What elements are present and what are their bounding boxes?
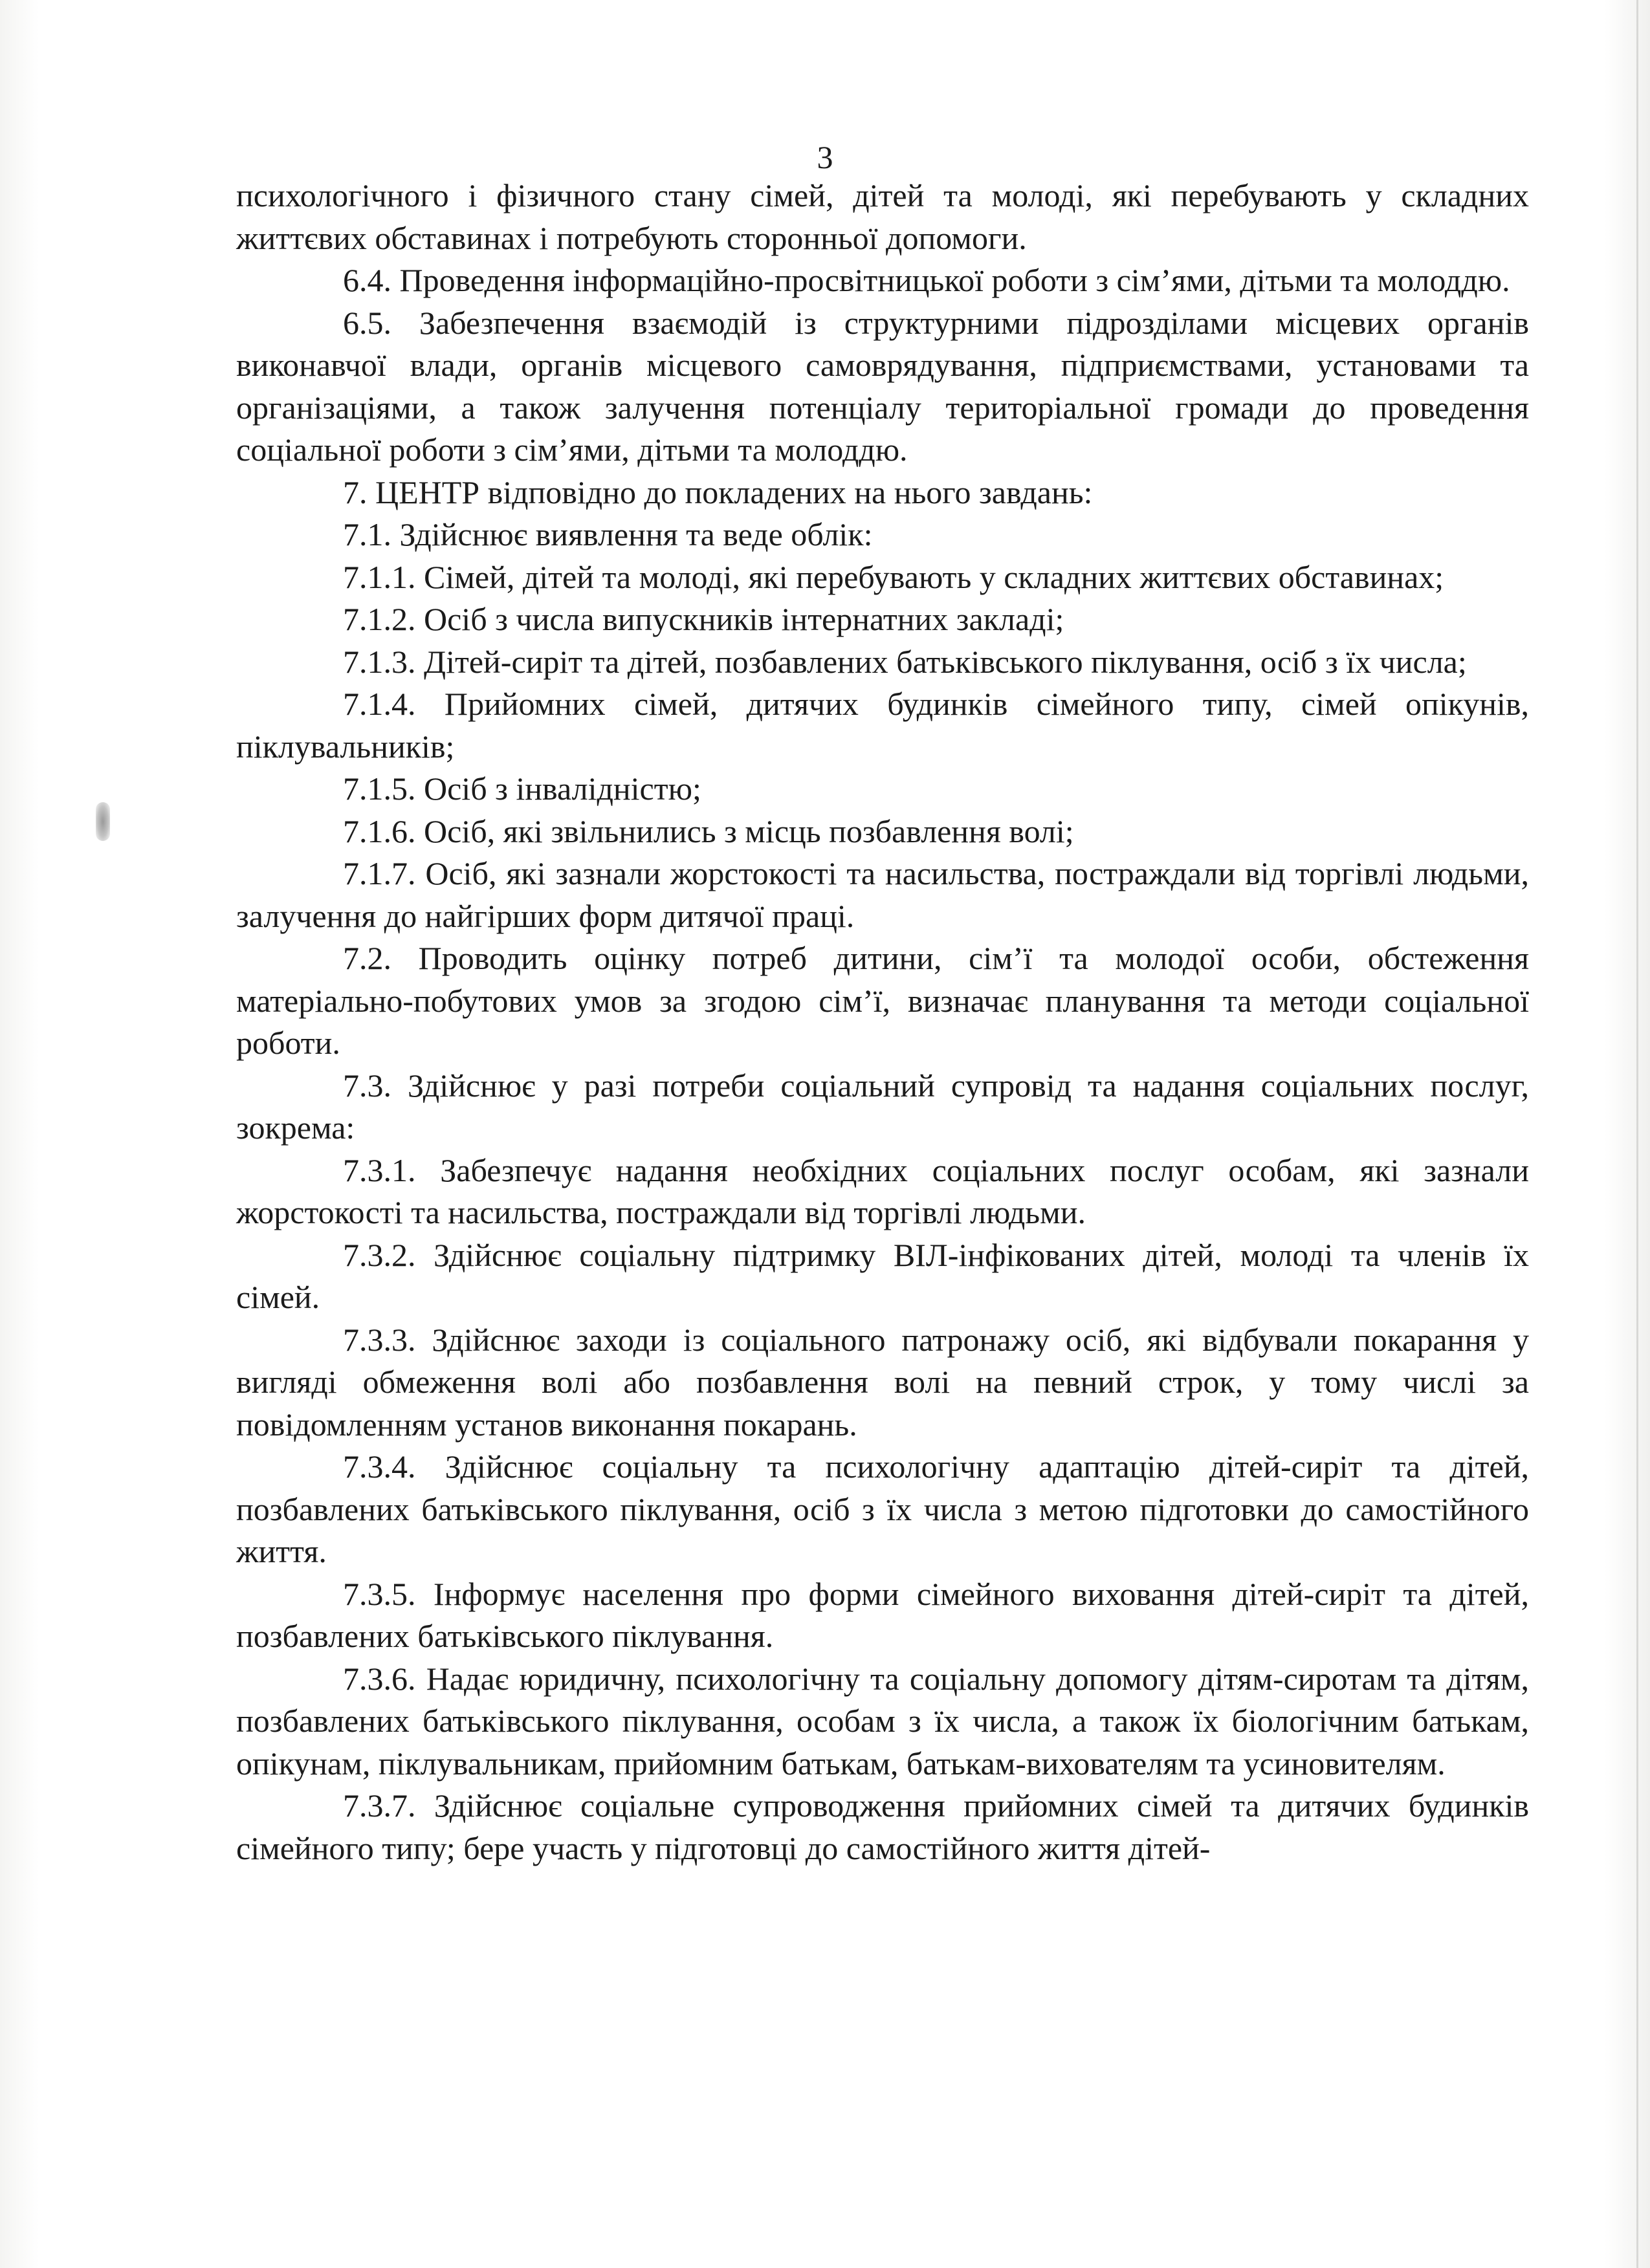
paragraph: 7.1.6. Осіб, які звільнились з місць позбавлення волі; (343, 812, 1074, 849)
paragraph: 6.5. Забезпечення взаємодій із структурними підрозділами місцевих органів виконавчої влади, органів місцевого самоврядування, підприємствами, установами та організаціями, а також залучення потенціалу територіальної громади до проведення соціальної роботи з сім’ями, дітьми та молоддю. (236, 304, 1529, 468)
document-body (236, 175, 1529, 1870)
paragraph: психологічного і фізичного стану сімей, дітей та молоді, які перебувають у складних життєвих обставинах і потребують сторонньої допомоги. (236, 177, 1529, 256)
paragraph: 7.3.4. Здійснює соціальну та психологічну адаптацію дітей-сиріт та дітей, позбавлених батьківського піклування, осіб з їх числа з метою підготовки до самостійного життя. (236, 1448, 1529, 1569)
paragraph: 7.1.2. Осіб з числа випускників інтернатних закладі; (343, 601, 1064, 637)
punch-hole-mark (96, 802, 110, 841)
paragraph: 7.3.2. Здійснює соціальну підтримку ВІЛ-інфікованих дітей, молоді та членів їх сімей. (236, 1236, 1529, 1315)
paragraph: 7.1. Здійснює виявлення та веде облік: (343, 516, 873, 552)
paragraph: 7.3. Здійснює у разі потреби соціальний супровід та надання соціальних послуг, зокрема: (236, 1067, 1529, 1146)
paragraph: 7.1.1. Сімей, дітей та молоді, які перебувають у складних життєвих обставинах; (343, 558, 1444, 595)
paragraph: 7.3.7. Здійснює соціальне супроводження прийомних сімей та дитячих будинків сімейного типу; бере участь у підготовці до самостійного життя дітей- (236, 1787, 1529, 1866)
paragraph: 7.1.5. Осіб з інвалідністю; (343, 770, 701, 807)
paragraph: 7.3.3. Здійснює заходи із соціального патронажу осіб, які відбували покарання у вигляді обмеження волі або позбавлення волі на певний строк, у тому числі за повідомленням установ виконання покарань. (236, 1321, 1529, 1443)
page-edge-shadow (1636, 0, 1638, 2268)
page-number: 3 (817, 139, 833, 175)
paragraph: 7.1.7. Осіб, які зазнали жорстокості та насильства, постраждали від торгівлі людьми, залучення до найгірших форм дитячої праці. (236, 855, 1529, 934)
paragraph: 7.3.5. Інформує населення про форми сімейного виховання дітей-сиріт та дітей, позбавлених батьківського піклування. (236, 1575, 1529, 1654)
paragraph: 7.1.3. Дітей-сиріт та дітей, позбавлених батьківського піклування, осіб з їх числа; (343, 643, 1467, 680)
paragraph: 7.3.6. Надає юридичну, психологічну та соціальну допомогу дітям-сиротам та дітям, позбавлених батьківського піклування, особам з їх числа, а також їх біологічним батькам, опікунам, піклувальникам, прийомним батькам, батькам-вихователям та усиновителям. (236, 1660, 1529, 1782)
paragraph: 7.1.4. Прийомних сімей, дитячих будинків сімейного типу, сімей опікунів, піклувальників; (236, 686, 1529, 765)
paragraph: 7.3.1. Забезпечує надання необхідних соціальних послуг особам, які зазнали жорстокості та насильства, постраждали від торгівлі людьми. (236, 1151, 1529, 1230)
paragraph: 7.2. Проводить оцінку потреб дитини, сім’ї та молодої особи, обстеження матеріально-побутових умов за згодою сім’ї, визначає планування та методи соціальної роботи. (236, 940, 1529, 1061)
paragraph: 7. ЦЕНТР відповідно до покладених на нього завдань: (343, 474, 1093, 510)
paragraph: 6.4. Проведення інформаційно-просвітницької роботи з сім’ями, дітьми та молоддю. (343, 262, 1510, 298)
